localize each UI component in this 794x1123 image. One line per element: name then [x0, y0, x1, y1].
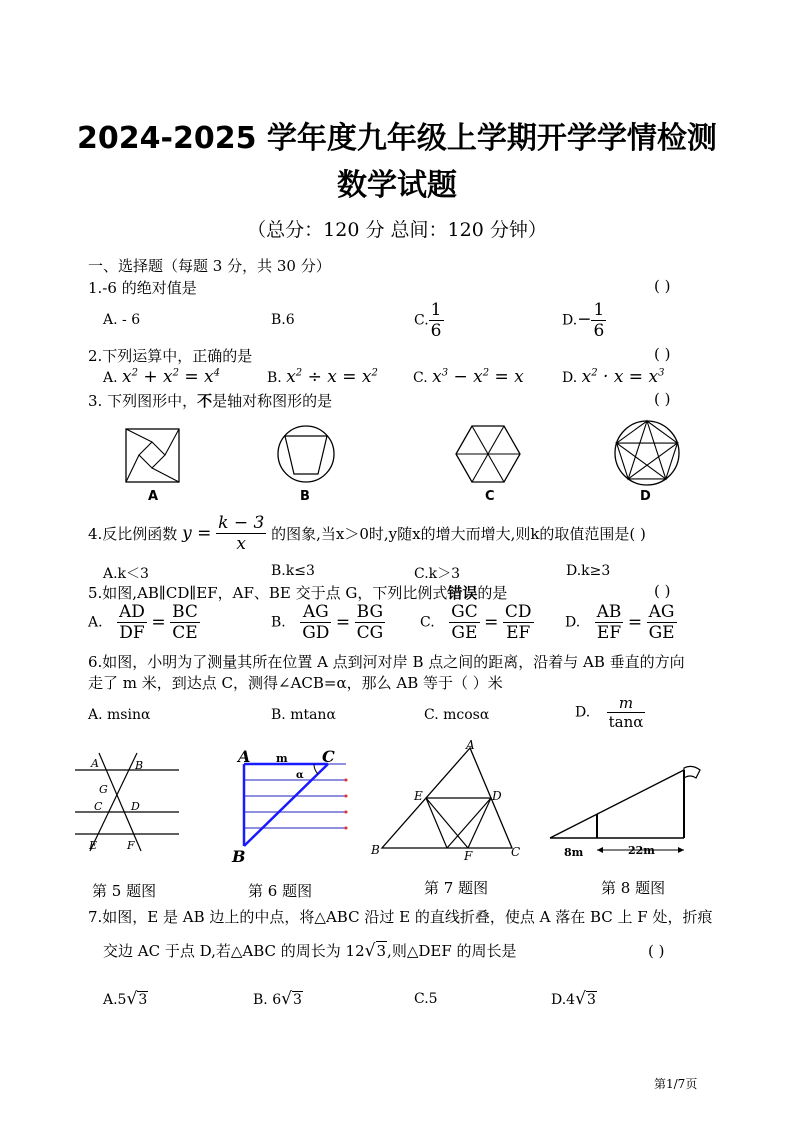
q4-option-a: A.k＜3 [103, 566, 149, 582]
q4-option-b: B.k≤3 [271, 563, 315, 579]
q4-option-c: C.k＞3 [414, 566, 461, 582]
q4-stem: 4.反比例函数 y = $\frac{k - 3}{x}$ 的图象,当x＞0时,y随x的增大而增大,则k的取值范围是( ) [88, 513, 646, 554]
q3-figure-a [125, 428, 181, 484]
q7-stem-line1: 7.如图，E 是 AB 边上的中点，将△ABC 沿过 E 的直线折叠，使点 A 落在 BC 上 F 处，折痕 [88, 908, 713, 926]
q6-option-b: B. mtanα [271, 707, 336, 723]
q2-stem: 2.下列运算中，正确的是 [88, 347, 253, 365]
fig5-label-c: C [94, 800, 103, 813]
q2-answer-paren: ( ) [654, 345, 671, 363]
fig7-label-e: E [414, 789, 423, 803]
q1-stem: 1.-6 的绝对值是 [88, 279, 197, 297]
q1-option-c: C. $\frac{1}{6}$ [414, 300, 442, 341]
section-heading: 一、选择题（每题 3 分，共 30 分） [88, 257, 331, 275]
figure-8 [548, 764, 706, 860]
q7-stem-line2: 交边 AC 于点 D,若△ABC 的周长为 12√3,则△DEF 的周长是 [103, 941, 517, 961]
q1-option-b: B.6 [271, 312, 295, 328]
fig8-label-22m: 22m [628, 844, 655, 857]
fig5-label-f: F [127, 839, 135, 852]
fig7-label-d: D [492, 789, 502, 803]
q6-option-d: D. $\frac{m}{\tan\alpha}$ [575, 694, 644, 731]
q2-option-b: B. $x^2 \div x = x^2$ [267, 367, 378, 387]
q5-stem: 5.如图,AB∥CD∥EF，AF、BE 交于点 G，下列比例式错误的是 [88, 584, 508, 602]
figure-5-caption: 第 5 题图 [92, 882, 157, 900]
q5-option-c: C. $\frac{GC}{GE}$ = $\frac{CD}{EF}$ [420, 602, 532, 643]
fig6-label-c: C [322, 747, 335, 766]
q3-label-d: D [640, 489, 651, 504]
q3-label-c: C [485, 489, 495, 504]
q2-option-c: C. $x^3 - x^2 = x$ [413, 367, 524, 387]
q6-stem-line1: 6.如图，小明为了测量其所在位置 A 点到河对岸 B 点之间的距离，沿着与 AB 垂直的方向 [88, 653, 685, 671]
fig6-label-alpha: α [296, 770, 304, 781]
figure-8-caption: 第 8 题图 [601, 879, 666, 897]
fig7-label-a: A [466, 738, 475, 752]
figure-6-caption: 第 6 题图 [248, 882, 313, 900]
fig7-label-f: F [464, 849, 473, 863]
fig6-label-b: B [232, 847, 246, 866]
q1-option-a: A. - 6 [103, 312, 141, 328]
q5-option-a: A. $\frac{AD}{DF}$ = $\frac{BC}{CE}$ [88, 602, 198, 643]
fig7-label-c: C [511, 845, 521, 859]
q3-figure-b [276, 424, 336, 484]
figure-7-caption: 第 7 题图 [424, 879, 489, 897]
q5-option-d: D. $\frac{AB}{EF}$ = $\frac{AG}{GE}$ [565, 602, 675, 643]
figure-7 [370, 738, 522, 866]
fig6-label-m: m [276, 752, 288, 765]
q7-option-d: D.4√3 [551, 989, 596, 1009]
q3-answer-paren: ( ) [654, 390, 671, 408]
page-title-line1: 2024-2025 学年度九年级上学期开学学情检测 [77, 121, 717, 156]
fig5-label-b: B [135, 759, 144, 772]
q3-figure-d [613, 419, 681, 485]
q2-option-d: D. $x^2 \cdot x = x^3$ [562, 367, 665, 387]
q3-label-a: A [148, 489, 159, 504]
q6-option-c: C. mcosα [424, 707, 490, 723]
q1-answer-paren: ( ) [654, 277, 671, 295]
q5-answer-paren: ( ) [654, 582, 671, 600]
figure-5 [75, 748, 183, 853]
q7-answer-paren: ( ) [648, 942, 665, 960]
q3-stem: 3. 下列图形中，不是轴对称图形的是 [88, 392, 333, 410]
page-number: 第1/7页 [654, 1077, 698, 1091]
page-title-line2: 数学试题 [337, 168, 457, 203]
fig5-label-g: G [99, 783, 108, 796]
q7-option-b: B. 6√3 [253, 989, 302, 1009]
q1-option-d: D.− $\frac{1}{6}$ [562, 300, 605, 341]
q6-stem-line2: 走了 m 米，到达点 C，测得∠ACB=α，那么 AB 等于（ ）米 [88, 674, 503, 692]
q2-option-a: A. $x^2 + x^2 = x^4$ [103, 367, 221, 387]
fig5-label-d: D [131, 800, 140, 813]
fig8-label-8m: 8m [564, 846, 584, 859]
q6-option-a: A. msinα [88, 707, 151, 723]
fig5-label-e: E [89, 839, 98, 852]
q7-option-c: C.5 [414, 991, 438, 1007]
fig5-label-a: A [91, 757, 99, 770]
fig7-label-b: B [371, 843, 380, 857]
q3-label-b: B [300, 489, 310, 504]
q5-option-b: B. $\frac{AG}{GD}$ = $\frac{BG}{CG}$ [271, 602, 384, 643]
q7-option-a: A.5√3 [103, 989, 148, 1009]
exam-meta: （总分：120 分 总间：120 分钟） [247, 219, 547, 241]
q4-option-d: D.k≥3 [566, 563, 611, 579]
fig6-label-a: A [238, 747, 251, 766]
q3-figure-c [455, 424, 521, 484]
figure-6 [222, 748, 357, 866]
